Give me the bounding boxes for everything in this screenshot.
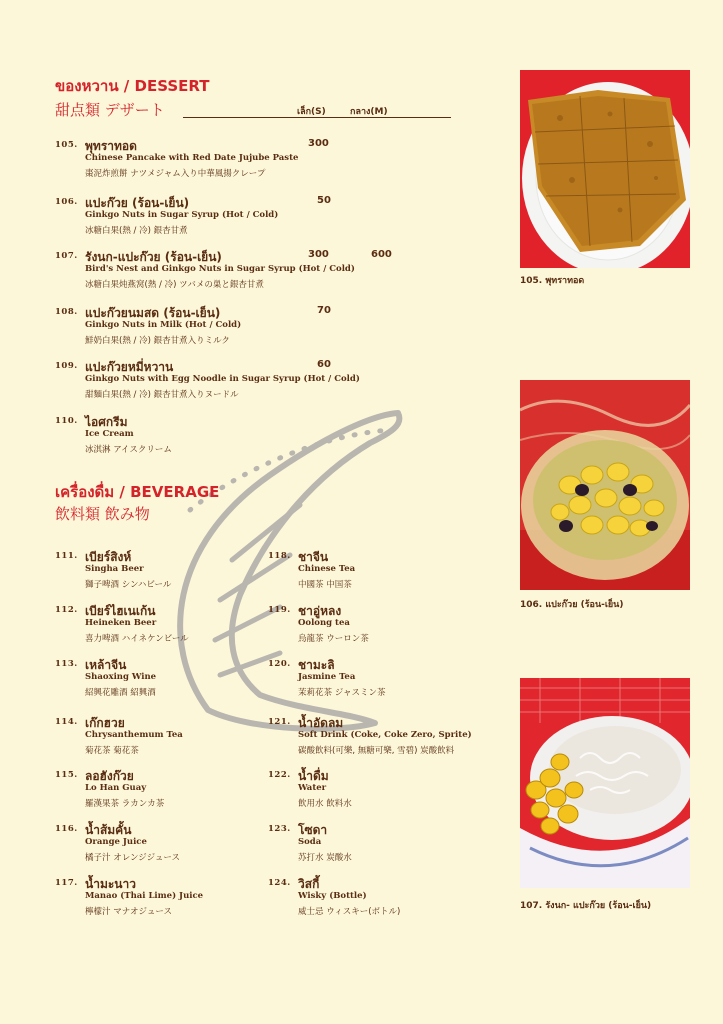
item-asian: 飲用水 飲料水 xyxy=(298,799,352,809)
beverage-subtitle: 飲料類 飲み物 xyxy=(55,505,150,523)
item-price-small: 300 xyxy=(308,138,329,149)
menu-item xyxy=(268,714,508,762)
item-english: Ginkgo Nuts in Milk (Hot / Cold) xyxy=(85,320,242,330)
item-english: Oolong tea xyxy=(298,618,350,628)
item-number: 108. xyxy=(55,307,78,317)
item-asian: 喜力啤酒 ハイネケンビール xyxy=(85,634,189,644)
item-thai: เหล้าจีน xyxy=(85,658,127,672)
item-english: Bird's Nest and Ginkgo Nuts in Sugar Syrup (Hot / Cold) xyxy=(85,264,355,274)
item-asian: 羅漢果茶 ラカンカ茶 xyxy=(85,799,165,809)
item-asian: 甜麵白果(熱 / 冷) 銀杏甘煮入りヌードル xyxy=(85,390,239,400)
menu-item xyxy=(268,767,508,815)
item-english: Heineken Beer xyxy=(85,618,157,628)
dessert-title-thai: ของหวาน xyxy=(55,77,119,95)
beverage-title-thai: เครื่องดื่ม xyxy=(55,483,115,501)
item-thai: น้ำส้มคั้น xyxy=(85,823,132,837)
birds-nest-photo xyxy=(520,678,690,888)
item-english: Soft Drink (Coke, Coke Zero, Sprite) xyxy=(298,730,472,740)
item-number: 124. xyxy=(268,878,291,888)
item-asian: 碳酸飲料(可樂, 無糖可樂, 雪碧) 炭酸飲料 xyxy=(298,746,455,756)
ginkgo-syrup-photo xyxy=(520,380,690,590)
item-english: Chinese Tea xyxy=(298,564,356,574)
dessert-subtitle: 甜点類 デザート xyxy=(55,101,165,119)
item-thai: ไอศกรีม xyxy=(85,415,128,429)
item-english: Manao (Thai Lime) Juice xyxy=(85,891,204,901)
item-thai: รังนก-แปะก๊วย (ร้อน-เย็น) xyxy=(85,250,222,264)
item-asian: 紹興花雕酒 紹興酒 xyxy=(85,688,156,698)
item-thai: แปะก๊วยนมสด (ร้อน-เย็น) xyxy=(85,306,221,320)
item-price-small: 70 xyxy=(317,305,331,316)
item-number: 113. xyxy=(55,659,78,669)
item-price-small: 60 xyxy=(317,359,331,370)
item-english: Ginkgo Nuts with Egg Noodle in Sugar Syrup (Hot / Cold) xyxy=(85,374,360,384)
menu-item xyxy=(55,358,475,406)
item-english: Chrysanthemum Tea xyxy=(85,730,183,740)
menu-item xyxy=(55,656,265,704)
item-asian: 棗泥炸煎餅 ナツメジャム入り中華風揚クレープ xyxy=(85,169,266,179)
menu-item xyxy=(55,413,475,461)
item-number: 109. xyxy=(55,361,78,371)
item-number: 119. xyxy=(268,605,291,615)
item-asian: 威士忌 ウィスキー(ボトル) xyxy=(298,907,401,917)
item-thai: เบียร์ไฮเนเก้น xyxy=(85,604,156,618)
menu-item xyxy=(55,137,475,185)
item-english: Jasmine Tea xyxy=(298,672,356,682)
item-number: 111. xyxy=(55,551,78,561)
item-asian: 獅子啤酒 シンハビール xyxy=(85,580,172,590)
beverage-title xyxy=(55,480,219,504)
col-small-header: เล็ก(S) xyxy=(297,107,326,117)
menu-item xyxy=(55,875,265,923)
item-number: 116. xyxy=(55,824,78,834)
menu-item xyxy=(55,602,265,650)
item-thai: พุทราทอด xyxy=(85,139,137,153)
item-asian: 橘子汁 オレンジジュース xyxy=(85,853,180,863)
item-number: 110. xyxy=(55,416,78,426)
item-price-small: 300 xyxy=(308,249,329,260)
item-number: 107. xyxy=(55,251,78,261)
dessert-title-sep: / xyxy=(118,77,135,95)
menu-item xyxy=(268,656,508,704)
menu-item xyxy=(268,875,508,923)
item-asian: 鮮奶白果(熱 / 冷) 銀杏甘煮入りミルク xyxy=(85,336,230,346)
item-asian: 冰糖白果(熱 / 冷) 銀杏甘煮 xyxy=(85,226,188,236)
menu-item xyxy=(55,304,475,352)
item-number: 117. xyxy=(55,878,78,888)
menu-item xyxy=(268,548,508,596)
item-number: 112. xyxy=(55,605,78,615)
item-thai: น้ำอัดลม xyxy=(298,716,344,730)
item-asian: 冰糖白果炖燕窝(熱 / 冷) ツバメの巣と銀杏甘煮 xyxy=(85,280,264,290)
item-number: 121. xyxy=(268,717,291,727)
pancake-photo xyxy=(520,70,690,268)
item-number: 105. xyxy=(55,140,78,150)
beverage-title-en: BEVERAGE xyxy=(130,483,220,501)
item-english: Orange Juice xyxy=(85,837,147,847)
item-number: 123. xyxy=(268,824,291,834)
item-english: Wisky (Bottle) xyxy=(298,891,367,901)
item-english: Soda xyxy=(298,837,322,847)
item-thai: ลอฮังก๊วย xyxy=(85,769,134,783)
item-thai: วิสกี้ xyxy=(298,877,320,891)
item-english: Lo Han Guay xyxy=(85,783,147,793)
item-english: Singha Beer xyxy=(85,564,144,574)
dessert-title-en: DESSERT xyxy=(134,77,210,95)
item-english: Ice Cream xyxy=(85,429,134,439)
item-number: 118. xyxy=(268,551,291,561)
item-asian: 烏龍茶 ウーロン茶 xyxy=(298,634,369,644)
item-thai: ชามะลิ xyxy=(298,658,335,672)
menu-item xyxy=(55,821,265,869)
item-price-small: 50 xyxy=(317,195,331,206)
item-asian: 菊花茶 菊花茶 xyxy=(85,746,139,756)
item-asian: 茉莉花茶 ジャスミン茶 xyxy=(298,688,386,698)
item-thai: ชาอู่หลง xyxy=(298,604,342,618)
beverage-title-sep: / xyxy=(114,483,131,501)
item-english: Ginkgo Nuts in Sugar Syrup (Hot / Cold) xyxy=(85,210,279,220)
menu-item xyxy=(55,767,265,815)
item-english: Chinese Pancake with Red Date Jujube Paste xyxy=(85,153,299,163)
pancake-caption: 105. พุทราทอด xyxy=(520,276,585,286)
item-thai: น้ำดื่ม xyxy=(298,769,329,783)
menu-item xyxy=(55,194,475,242)
item-thai: โซดา xyxy=(298,823,328,837)
item-thai: แปะก๊วยหมี่หวาน xyxy=(85,360,174,374)
item-number: 106. xyxy=(55,197,78,207)
item-thai: เก๊กฮวย xyxy=(85,716,125,730)
item-asian: 冰淇淋 アイスクリーム xyxy=(85,445,172,455)
col-medium-header: กลาง(M) xyxy=(350,107,388,117)
item-thai: น้ำมะนาว xyxy=(85,877,136,891)
menu-item xyxy=(55,248,475,296)
item-number: 115. xyxy=(55,770,78,780)
item-number: 120. xyxy=(268,659,291,669)
item-english: Water xyxy=(298,783,327,793)
item-asian: 中國茶 中国茶 xyxy=(298,580,352,590)
item-number: 114. xyxy=(55,717,78,727)
menu-item xyxy=(55,714,265,762)
item-thai: ชาจีน xyxy=(298,550,329,564)
ginkgo-syrup-caption: 106. แปะก๊วย (ร้อน-เย็น) xyxy=(520,600,624,610)
item-thai: เบียร์สิงห์ xyxy=(85,550,132,564)
dessert-title xyxy=(55,74,210,98)
menu-item xyxy=(55,548,265,596)
item-asian: 檸檬汁 マナオジュース xyxy=(85,907,172,917)
menu-item xyxy=(268,821,508,869)
item-thai: แปะก๊วย (ร้อน-เย็น) xyxy=(85,196,190,210)
item-price-medium: 600 xyxy=(371,249,392,260)
item-asian: 苏打水 炭酸水 xyxy=(298,853,352,863)
menu-item xyxy=(268,602,508,650)
birds-nest-caption: 107. รังนก- แปะก๊วย (ร้อน-เย็น) xyxy=(520,901,652,911)
item-english: Shaoxing Wine xyxy=(85,672,157,682)
item-number: 122. xyxy=(268,770,291,780)
